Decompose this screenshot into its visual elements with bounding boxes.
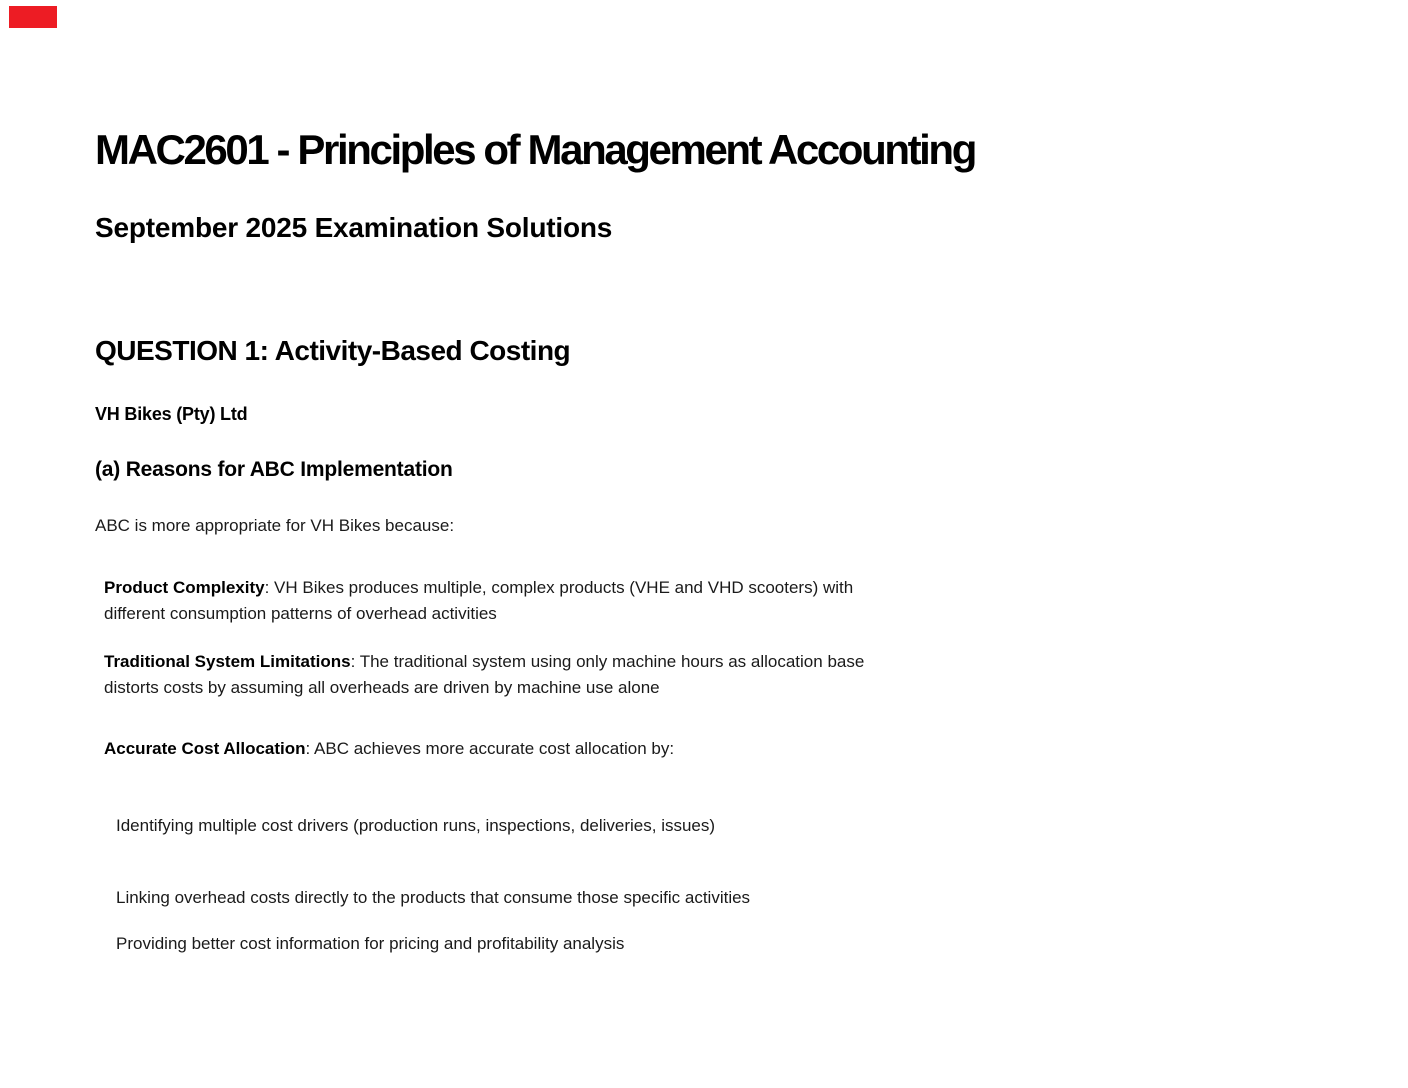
reason-label: Traditional System Limitations xyxy=(104,652,351,671)
page-subtitle: September 2025 Examination Solutions xyxy=(95,212,613,243)
red-corner-marker xyxy=(9,6,57,28)
reason-item xyxy=(104,736,904,762)
reason-item xyxy=(104,575,904,627)
reason-text: : VH Bikes produces multiple, complex products (VHE and VHD scooters) with different consumption patterns of overhead activities xyxy=(104,578,854,623)
method-item: Linking overhead costs directly to the products that consume those specific activities xyxy=(116,888,751,907)
intro-paragraph: ABC is more appropriate for VH Bikes because: xyxy=(95,516,455,535)
reason-label: Product Complexity xyxy=(104,578,265,597)
company-name: VH Bikes (Pty) Ltd xyxy=(95,404,248,424)
reason-text: : ABC achieves more accurate cost allocation by: xyxy=(305,739,675,758)
reason-label: Accurate Cost Allocation xyxy=(104,739,306,758)
page-title: MAC2601 - Principles of Management Accounting xyxy=(95,126,975,173)
reason-text: : The traditional system using only machine hours as allocation base distorts costs by assuming all overheads are driven by machine use alone xyxy=(104,652,865,697)
reason-item xyxy=(104,649,904,701)
subsection-heading: (a) Reasons for ABC Implementation xyxy=(95,458,453,481)
method-item: Providing better cost information for pricing and profitability analysis xyxy=(116,934,625,953)
method-item: Identifying multiple cost drivers (production runs, inspections, deliveries, issues) xyxy=(116,816,716,835)
question-heading: QUESTION 1: Activity-Based Costing xyxy=(95,335,571,366)
